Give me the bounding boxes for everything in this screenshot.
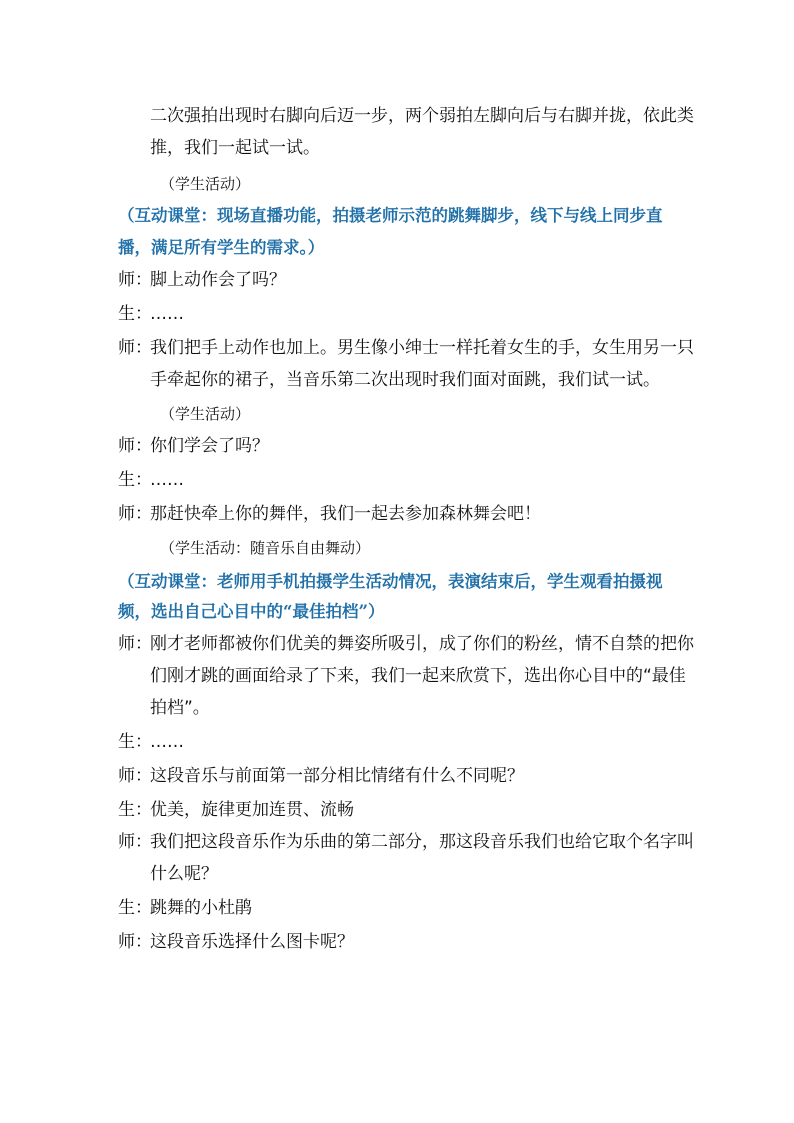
dialogue-continuation: 拍档”。: [150, 698, 210, 718]
student-activity-note: （学生活动：随音乐自由舞动）: [160, 539, 371, 557]
dialogue-text: 跳舞的小杜鹃: [150, 898, 252, 918]
dialogue-text: 脚上动作会了吗？: [150, 270, 286, 290]
speaker-tag: 师：: [118, 766, 152, 786]
dialogue-text: 你们学会了吗？: [150, 436, 269, 456]
dialogue-line: [118, 434, 269, 458]
dialogue-text: 我们把手上动作也加上。男生像小绅士一样托着女生的手，女生用另一只: [150, 338, 694, 358]
dialogue-line: [118, 502, 541, 526]
dialogue-line: [118, 764, 524, 788]
dialogue-line: [118, 336, 694, 360]
paragraph-line: 推，我们一起试一试。: [150, 138, 320, 158]
speaker-tag: 师：: [118, 634, 152, 654]
speaker-tag: 生：: [118, 898, 152, 918]
interactive-classroom-note: （互动课堂：现场直播功能，拍摄老师示范的跳舞脚步，线下与线上同步直: [118, 206, 663, 225]
dialogue-line: [118, 730, 184, 754]
speaker-tag: 师：: [118, 832, 152, 852]
speaker-tag: 生：: [118, 800, 152, 820]
speaker-tag: 生：: [118, 304, 152, 324]
speaker-tag: 生：: [118, 732, 152, 752]
dialogue-text: 这段音乐与前面第一部分相比情绪有什么不同呢？: [150, 766, 524, 786]
dialogue-continuation: 们刚才跳的画面给录了下来，我们一起来欣赏下，选出你心目中的“最佳: [150, 666, 686, 686]
speaker-tag: 师：: [118, 436, 152, 456]
dialogue-text: 优美，旋律更加连贯、流畅: [150, 800, 354, 820]
dialogue-text: 这段音乐选择什么图卡呢？: [150, 932, 354, 952]
speaker-tag: 生：: [118, 470, 152, 490]
dialogue-continuation: 什么呢？: [150, 864, 218, 884]
interactive-classroom-note: （互动课堂：老师用手机拍摄学生活动情况，表演结束后，学生观看拍摄视: [118, 572, 663, 591]
speaker-tag: 师：: [118, 270, 152, 290]
dialogue-line: [118, 930, 354, 954]
dialogue-line: [118, 830, 694, 854]
dialogue-line: [118, 798, 354, 822]
dialogue-line: [118, 896, 252, 920]
dialogue-line: [118, 268, 286, 292]
speaker-tag: 师：: [118, 504, 152, 524]
interactive-classroom-note: 播，满足所有学生的需求。）: [118, 238, 325, 257]
paragraph-line: 二次强拍出现时右脚向后迈一步，两个弱拍左脚向后与右脚并拢，依此类: [150, 106, 694, 126]
dialogue-text: 我们把这段音乐作为乐曲的第二部分，那这段音乐我们也给它取个名字叫: [150, 832, 694, 852]
student-activity-note: （学生活动）: [160, 175, 251, 193]
dialogue-text: ……: [150, 304, 184, 324]
dialogue-line: [118, 302, 184, 326]
speaker-tag: 师：: [118, 338, 152, 358]
dialogue-text: ……: [150, 470, 184, 490]
dialogue-text: 那赶快牵上你的舞伴，我们一起去参加森林舞会吧！: [150, 504, 541, 524]
dialogue-line: [118, 632, 694, 656]
speaker-tag: 师：: [118, 932, 152, 952]
dialogue-text: ……: [150, 732, 184, 752]
dialogue-line: [118, 468, 184, 492]
dialogue-text: 刚才老师都被你们优美的舞姿所吸引，成了你们的粉丝，情不自禁的把你: [150, 634, 694, 654]
interactive-classroom-note: 频，选出自己心目中的“最佳拍档”）: [118, 602, 385, 621]
student-activity-note: （学生活动）: [160, 405, 251, 423]
dialogue-continuation: 手牵起你的裙子，当音乐第二次出现时我们面对面跳，我们试一试。: [150, 370, 660, 390]
